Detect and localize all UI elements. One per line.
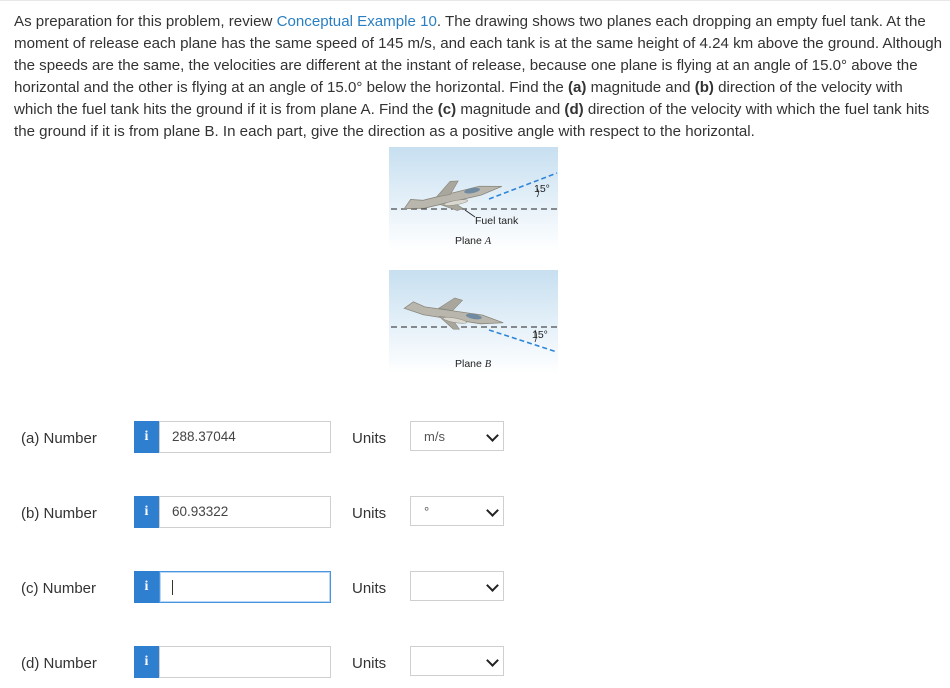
units-select-d[interactable] <box>410 646 504 676</box>
chevron-down-icon <box>486 504 499 517</box>
text-cursor <box>172 580 173 595</box>
chevron-down-icon <box>486 429 499 442</box>
info-button-a[interactable]: i <box>134 421 159 453</box>
info-button-c[interactable]: i <box>134 571 159 603</box>
plane-a-label: Plane A <box>455 235 492 247</box>
plane-a-icon <box>401 173 505 220</box>
units-label-a: Units <box>352 430 387 447</box>
problem-text: . The drawing shows two planes each dropping an empty fuel tank. At the moment of release each plane has the same speed of 145 m/s, and each tank is at the same height of 4.24 km above the ground. Although the speeds are the same, the velocities are different at the instant of release, because one plane is flying at an angle of 15.0° above the horizontal and the other is flying at an angle of 15.0° below the horizontal. Find the <box>14 13 943 96</box>
units-label-c: Units <box>352 580 387 597</box>
answer-row-d <box>0 646 950 680</box>
top-divider <box>0 0 950 1</box>
conceptual-example-link[interactable]: Conceptual Example 10 <box>276 13 437 30</box>
part-c-label: (c) Number <box>21 580 97 597</box>
problem-text: direction of the velocity with which the fuel tank hits the ground if it is from plane A. Find the <box>14 79 903 118</box>
info-button-d[interactable]: i <box>134 646 159 678</box>
chevron-down-icon <box>486 654 499 667</box>
number-input-b[interactable]: 60.93322 <box>159 496 331 528</box>
units-select-value-b: ° <box>424 504 430 519</box>
units-label-d: Units <box>352 655 387 672</box>
part-d-label: (d) Number <box>21 655 97 672</box>
plane-b-label: Plane B <box>455 358 492 370</box>
problem-text: As preparation for this problem, review <box>14 13 277 30</box>
info-button-b[interactable]: i <box>134 496 159 528</box>
problem-text: magnitude and <box>456 101 565 118</box>
units-select-value-a: m/s <box>424 429 445 444</box>
figure-plane-a <box>389 147 558 251</box>
answer-row-a <box>0 421 950 455</box>
chevron-down-icon <box>486 579 499 592</box>
number-input-a[interactable]: 288.37044 <box>159 421 331 453</box>
units-select-b[interactable] <box>410 496 504 526</box>
angle-label-a: 15° <box>534 183 550 195</box>
problem-text: magnitude and <box>586 79 695 96</box>
units-label-b: Units <box>352 505 387 522</box>
part-d-marker: (d) <box>564 101 584 118</box>
answer-row-b <box>0 496 950 530</box>
figure-plane-b <box>389 270 558 374</box>
part-a-label: (a) Number <box>21 430 97 447</box>
units-select-a[interactable] <box>410 421 504 451</box>
part-a-marker: (a) <box>567 79 587 96</box>
number-input-c[interactable] <box>159 571 331 603</box>
part-c-marker: (c) <box>437 101 457 118</box>
angle-label-b: 15° <box>532 329 548 341</box>
problem-text: direction of the velocity with which the fuel tank hits the ground if it is from plane B. In each part, give the direction as a positive angle with respect to the horizontal. <box>14 101 930 140</box>
part-b-marker: (b) <box>694 79 714 96</box>
units-select-c[interactable] <box>410 571 504 601</box>
answer-row-c <box>0 571 950 605</box>
fuel-tank-label: Fuel tank <box>475 215 519 227</box>
number-input-d[interactable] <box>159 646 331 678</box>
part-b-label: (b) Number <box>21 505 97 522</box>
problem-statement <box>14 11 944 143</box>
